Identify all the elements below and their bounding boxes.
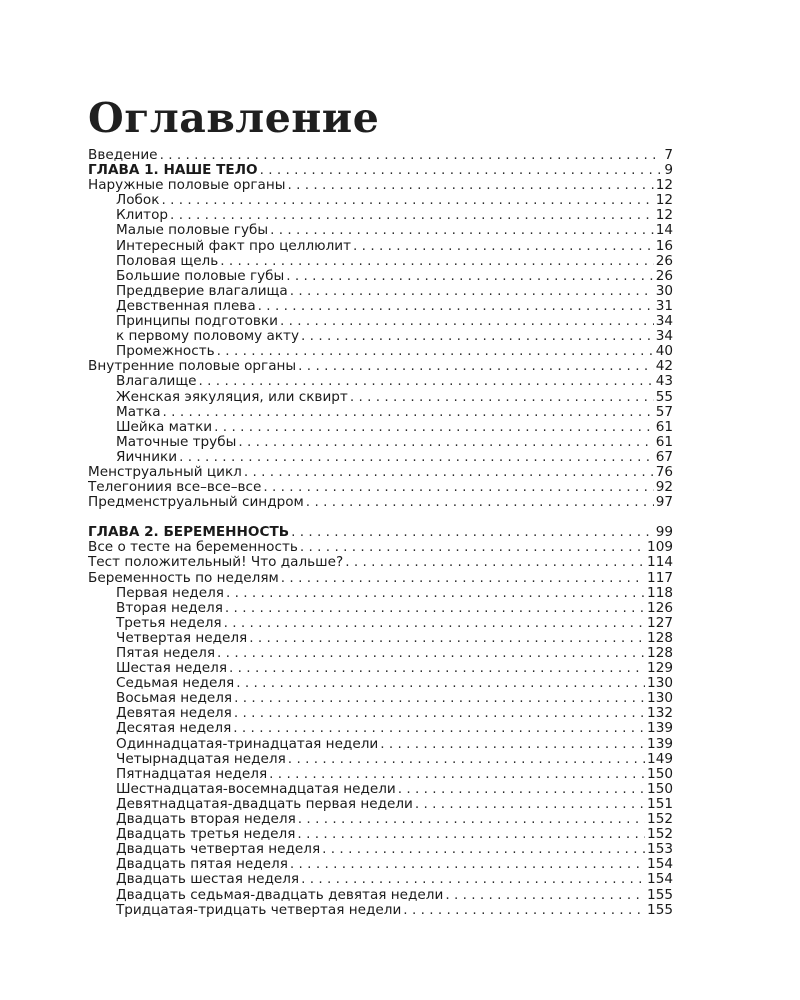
- toc-entry-page-number: 99: [655, 524, 673, 541]
- toc-entry-label: Двадцать четвертая неделя: [116, 842, 321, 858]
- toc-entry-label: Девятнадцатая-двадцать первая недели: [116, 796, 413, 812]
- dot-leader: [297, 827, 645, 842]
- toc-entry[interactable]: [88, 782, 673, 797]
- dot-leader: [217, 646, 645, 661]
- toc-entry-label: Двадцать пятая неделя: [116, 857, 288, 873]
- toc-entry-page-number: 26: [655, 252, 673, 269]
- toc-entry-page-number: 14: [655, 222, 673, 239]
- toc-entry-page-number: 9: [664, 162, 673, 179]
- dot-leader: [214, 420, 654, 435]
- toc-entry[interactable]: [88, 586, 673, 601]
- dot-leader: [244, 465, 654, 480]
- toc-entry[interactable]: [88, 888, 673, 903]
- toc-entry-page-number: 30: [655, 282, 673, 299]
- toc-entry[interactable]: [88, 857, 673, 872]
- dot-leader: [291, 525, 654, 540]
- toc-page: [88, 92, 673, 918]
- toc-entry[interactable]: [88, 269, 673, 284]
- toc-entry-label: Маточные трубы: [116, 434, 237, 450]
- toc-entry-label: Двадцать седьмая-двадцать девятая недели: [116, 887, 444, 903]
- toc-entry[interactable]: [88, 435, 673, 450]
- toc-entry-label: Женская эякуляция, или сквирт: [116, 389, 348, 405]
- toc-entry-page-number: 155: [647, 886, 673, 903]
- toc-entry-label: к первому половому акту: [116, 329, 300, 345]
- toc-entry-page-number: 132: [647, 705, 673, 722]
- toc-entry-page-number: 126: [647, 599, 673, 616]
- dot-leader: [306, 495, 654, 510]
- toc-entry-page-number: 67: [655, 448, 673, 465]
- dot-leader: [301, 872, 645, 887]
- toc-entry-label: Третья неделя: [116, 615, 222, 631]
- toc-entry-page-number: 127: [647, 614, 673, 631]
- toc-entry-label: ГЛАВА 1. НАШЕ ТЕЛО: [88, 163, 258, 179]
- toc-entry-page-number: 42: [655, 358, 673, 375]
- toc-entry-label: Лобок: [116, 193, 160, 209]
- dot-leader: [224, 616, 645, 631]
- toc-entry-label: Одиннадцатая-тринадцатая недели: [116, 736, 379, 752]
- toc-entry-label: ГЛАВА 2. БЕРЕМЕННОСТЬ: [88, 525, 290, 541]
- toc-entry-label: Введение: [88, 148, 158, 163]
- toc-entry-label: Клитор: [116, 208, 169, 224]
- toc-entry-page-number: 92: [655, 479, 673, 496]
- toc-entry-page-number: 97: [655, 494, 673, 511]
- dot-leader: [249, 631, 645, 646]
- toc-entry-page-number: 154: [647, 856, 673, 873]
- toc-entry-label: Влагалище: [116, 374, 197, 390]
- toc-entry[interactable]: [88, 465, 673, 480]
- dot-leader: [199, 374, 654, 389]
- dot-leader: [350, 390, 654, 405]
- dot-leader: [300, 540, 645, 555]
- toc-entry-label: Матка: [116, 404, 161, 420]
- toc-entry[interactable]: [88, 450, 673, 465]
- toc-entry-page-number: 150: [647, 765, 673, 782]
- toc-entry-page-number: 61: [655, 433, 673, 450]
- toc-entry[interactable]: [88, 903, 673, 918]
- toc-entry-label: Девственная плева: [116, 298, 256, 314]
- toc-entry-label: Наружные половые органы: [88, 178, 286, 194]
- toc-entry-page-number: 153: [647, 841, 673, 858]
- toc-entry[interactable]: [88, 314, 673, 329]
- toc-entry-page-number: 139: [647, 720, 673, 737]
- toc-entry[interactable]: [88, 661, 673, 676]
- toc-entry-label: Половая щель: [116, 253, 219, 269]
- dot-leader: [163, 405, 654, 420]
- toc-entry[interactable]: [88, 752, 673, 767]
- toc-entry-page-number: 43: [655, 373, 673, 390]
- dot-leader: [225, 601, 645, 616]
- toc-entry-page-number: 34: [655, 328, 673, 345]
- toc-entry-page-number: 118: [647, 584, 673, 601]
- dot-leader: [281, 571, 645, 586]
- toc-entry-label: Четвертая неделя: [116, 630, 248, 646]
- dot-leader: [236, 676, 645, 691]
- toc-entry-page-number: 7: [664, 147, 673, 163]
- toc-entry-label: Промежность: [116, 344, 215, 360]
- toc-entry[interactable]: [88, 239, 673, 254]
- toc-entry[interactable]: [88, 842, 673, 857]
- dot-leader: [269, 767, 645, 782]
- toc-entry-page-number: 154: [647, 871, 673, 888]
- toc-entry-page-number: 117: [647, 569, 673, 586]
- toc-entry-label: Первая неделя: [116, 585, 224, 601]
- toc-entry[interactable]: [88, 721, 673, 736]
- dot-leader: [445, 888, 645, 903]
- toc-entry-label: Менструальный цикл: [88, 464, 242, 480]
- toc-entry-label: Большие половые губы: [116, 268, 285, 284]
- dot-leader: [263, 480, 653, 495]
- toc-entry-label: Двадцать шестая неделя: [116, 872, 300, 888]
- toc-entry[interactable]: [88, 676, 673, 691]
- dot-leader: [226, 586, 645, 601]
- dot-leader: [301, 329, 654, 344]
- dot-leader: [220, 254, 653, 269]
- dot-leader: [179, 450, 654, 465]
- toc-entry-page-number: 130: [647, 690, 673, 707]
- toc-entry-page-number: 155: [647, 901, 673, 918]
- dot-leader: [260, 163, 661, 178]
- toc-entry-page-number: 149: [647, 750, 673, 767]
- toc-entry-page-number: 139: [647, 735, 673, 752]
- toc-entry[interactable]: [88, 299, 673, 314]
- toc-entry[interactable]: [88, 737, 673, 752]
- toc-entry[interactable]: [88, 646, 673, 661]
- toc-entry-label: Двадцать вторая неделя: [116, 812, 296, 828]
- dot-leader: [288, 752, 645, 767]
- toc-entry[interactable]: [88, 178, 673, 193]
- toc-chapter-entry[interactable]: [88, 525, 673, 540]
- toc-entry-label: Преддверие влагалища: [116, 283, 288, 299]
- toc-entry-page-number: 152: [647, 811, 673, 828]
- toc-entry-page-number: 40: [655, 343, 673, 360]
- toc-entry-page-number: 12: [655, 177, 673, 194]
- toc-entry-page-number: 129: [647, 660, 673, 677]
- dot-leader: [298, 359, 654, 374]
- toc-entry-label: Седьмая неделя: [116, 676, 235, 692]
- dot-leader: [403, 903, 645, 918]
- dot-leader: [234, 706, 645, 721]
- toc-entry-page-number: 57: [655, 403, 673, 420]
- dot-leader: [217, 344, 654, 359]
- toc-entry[interactable]: [88, 254, 673, 269]
- toc-entry[interactable]: [88, 223, 673, 238]
- toc-entry[interactable]: [88, 359, 673, 374]
- toc-entry-label: Телегониия все–все–все: [88, 480, 262, 496]
- toc-entry-page-number: 150: [647, 780, 673, 797]
- toc-entry-label: Шестнадцатая-восемнадцатая недели: [116, 781, 396, 797]
- toc-entry-label: Внутренние половые органы: [88, 359, 297, 375]
- toc-entry-label: Девятая неделя: [116, 706, 232, 722]
- toc-entry-label: Интересный факт про целлюлит: [116, 238, 352, 254]
- toc-entry-page-number: 12: [655, 192, 673, 209]
- toc-entry[interactable]: [88, 390, 673, 405]
- dot-leader: [290, 857, 645, 872]
- toc-entry-page-number: 114: [647, 554, 673, 571]
- toc-entry-page-number: 31: [655, 297, 673, 314]
- dot-leader: [353, 239, 654, 254]
- toc-entry[interactable]: [88, 420, 673, 435]
- toc-entry-label: Тест положительный! Что дальше?: [88, 555, 344, 571]
- dot-leader: [322, 842, 645, 857]
- toc-entry-label: Беременность по неделям: [88, 570, 279, 586]
- toc-entry-label: Шейка матки: [116, 419, 213, 435]
- toc-entry[interactable]: [88, 193, 673, 208]
- toc-entry-label: Восьмая неделя: [116, 691, 233, 707]
- toc-entry[interactable]: [88, 827, 673, 842]
- toc-entry[interactable]: [88, 706, 673, 721]
- toc-entry[interactable]: [88, 872, 673, 887]
- dot-leader: [290, 284, 654, 299]
- dot-leader: [287, 178, 653, 193]
- toc-entry[interactable]: [88, 555, 673, 570]
- toc-entry-page-number: 130: [647, 675, 673, 692]
- toc-entry-label: Пятнадцатая неделя: [116, 766, 268, 782]
- dot-leader: [286, 269, 653, 284]
- toc-entry-label: Десятая неделя: [116, 721, 232, 737]
- toc-entry-label: Четырнадцатая неделя: [116, 751, 286, 767]
- dot-leader: [234, 691, 645, 706]
- toc-entry[interactable]: [88, 767, 673, 782]
- toc-entry-label: Малые половые губы: [116, 223, 269, 239]
- toc-entry[interactable]: [88, 344, 673, 359]
- page-title: Оглавление: [88, 94, 380, 142]
- toc-entry[interactable]: [88, 601, 673, 616]
- dot-leader: [270, 223, 654, 238]
- toc-entry-page-number: 151: [647, 795, 673, 812]
- dot-leader: [161, 193, 653, 208]
- toc-chapter-entry[interactable]: [88, 163, 673, 178]
- toc-entry[interactable]: [88, 631, 673, 646]
- dot-leader: [258, 299, 654, 314]
- toc-entry-page-number: 34: [655, 313, 673, 330]
- toc-entry[interactable]: [88, 540, 673, 555]
- dot-leader: [229, 661, 645, 676]
- toc-entry[interactable]: [88, 812, 673, 827]
- toc-entry-label: Тридцатая-тридцать четвертая недели: [116, 902, 402, 918]
- dot-leader: [233, 721, 645, 736]
- toc-entry[interactable]: [88, 616, 673, 631]
- toc-entry-label: Предменструальный синдром: [88, 495, 304, 511]
- dot-leader: [298, 812, 645, 827]
- toc-entry-label: Вторая неделя: [116, 600, 223, 616]
- dot-leader: [345, 555, 645, 570]
- toc-entry[interactable]: [88, 284, 673, 299]
- toc-entry-page-number: 55: [655, 388, 673, 405]
- toc-entry[interactable]: [88, 329, 673, 344]
- toc-entry-label: Принципы подготовки: [116, 314, 278, 330]
- dot-leader: [170, 208, 654, 223]
- toc-entry[interactable]: [88, 148, 673, 163]
- toc-entry[interactable]: [88, 480, 673, 495]
- toc-entry-label: Все о тесте на беременность: [88, 540, 298, 556]
- toc-entry[interactable]: [88, 495, 673, 510]
- toc-entry-page-number: 16: [655, 237, 673, 254]
- toc-entry-page-number: 128: [647, 645, 673, 661]
- dot-leader: [398, 782, 645, 797]
- dot-leader: [380, 737, 645, 752]
- toc-entry-page-number: 128: [647, 629, 673, 646]
- dot-leader: [160, 148, 661, 163]
- table-of-contents: [88, 148, 673, 918]
- toc-entry[interactable]: [88, 208, 673, 223]
- toc-entry[interactable]: [88, 797, 673, 812]
- toc-entry-label: Пятая неделя: [116, 646, 216, 661]
- toc-entry-label: Двадцать третья неделя: [116, 827, 296, 843]
- toc-entry-page-number: 152: [647, 826, 673, 843]
- toc-entry-page-number: 26: [655, 267, 673, 284]
- dot-leader: [280, 314, 654, 329]
- toc-entry-page-number: 61: [655, 418, 673, 435]
- toc-entry[interactable]: [88, 571, 673, 586]
- dot-leader: [238, 435, 653, 450]
- toc-entry-page-number: 12: [655, 207, 673, 224]
- toc-entry[interactable]: [88, 405, 673, 420]
- toc-entry[interactable]: [88, 691, 673, 706]
- toc-entry-page-number: 76: [655, 463, 673, 480]
- dot-leader: [415, 797, 645, 812]
- toc-entry-page-number: 109: [647, 539, 673, 556]
- toc-entry-label: Шестая неделя: [116, 661, 228, 677]
- toc-entry-label: Яичники: [116, 449, 178, 465]
- toc-entry[interactable]: [88, 374, 673, 389]
